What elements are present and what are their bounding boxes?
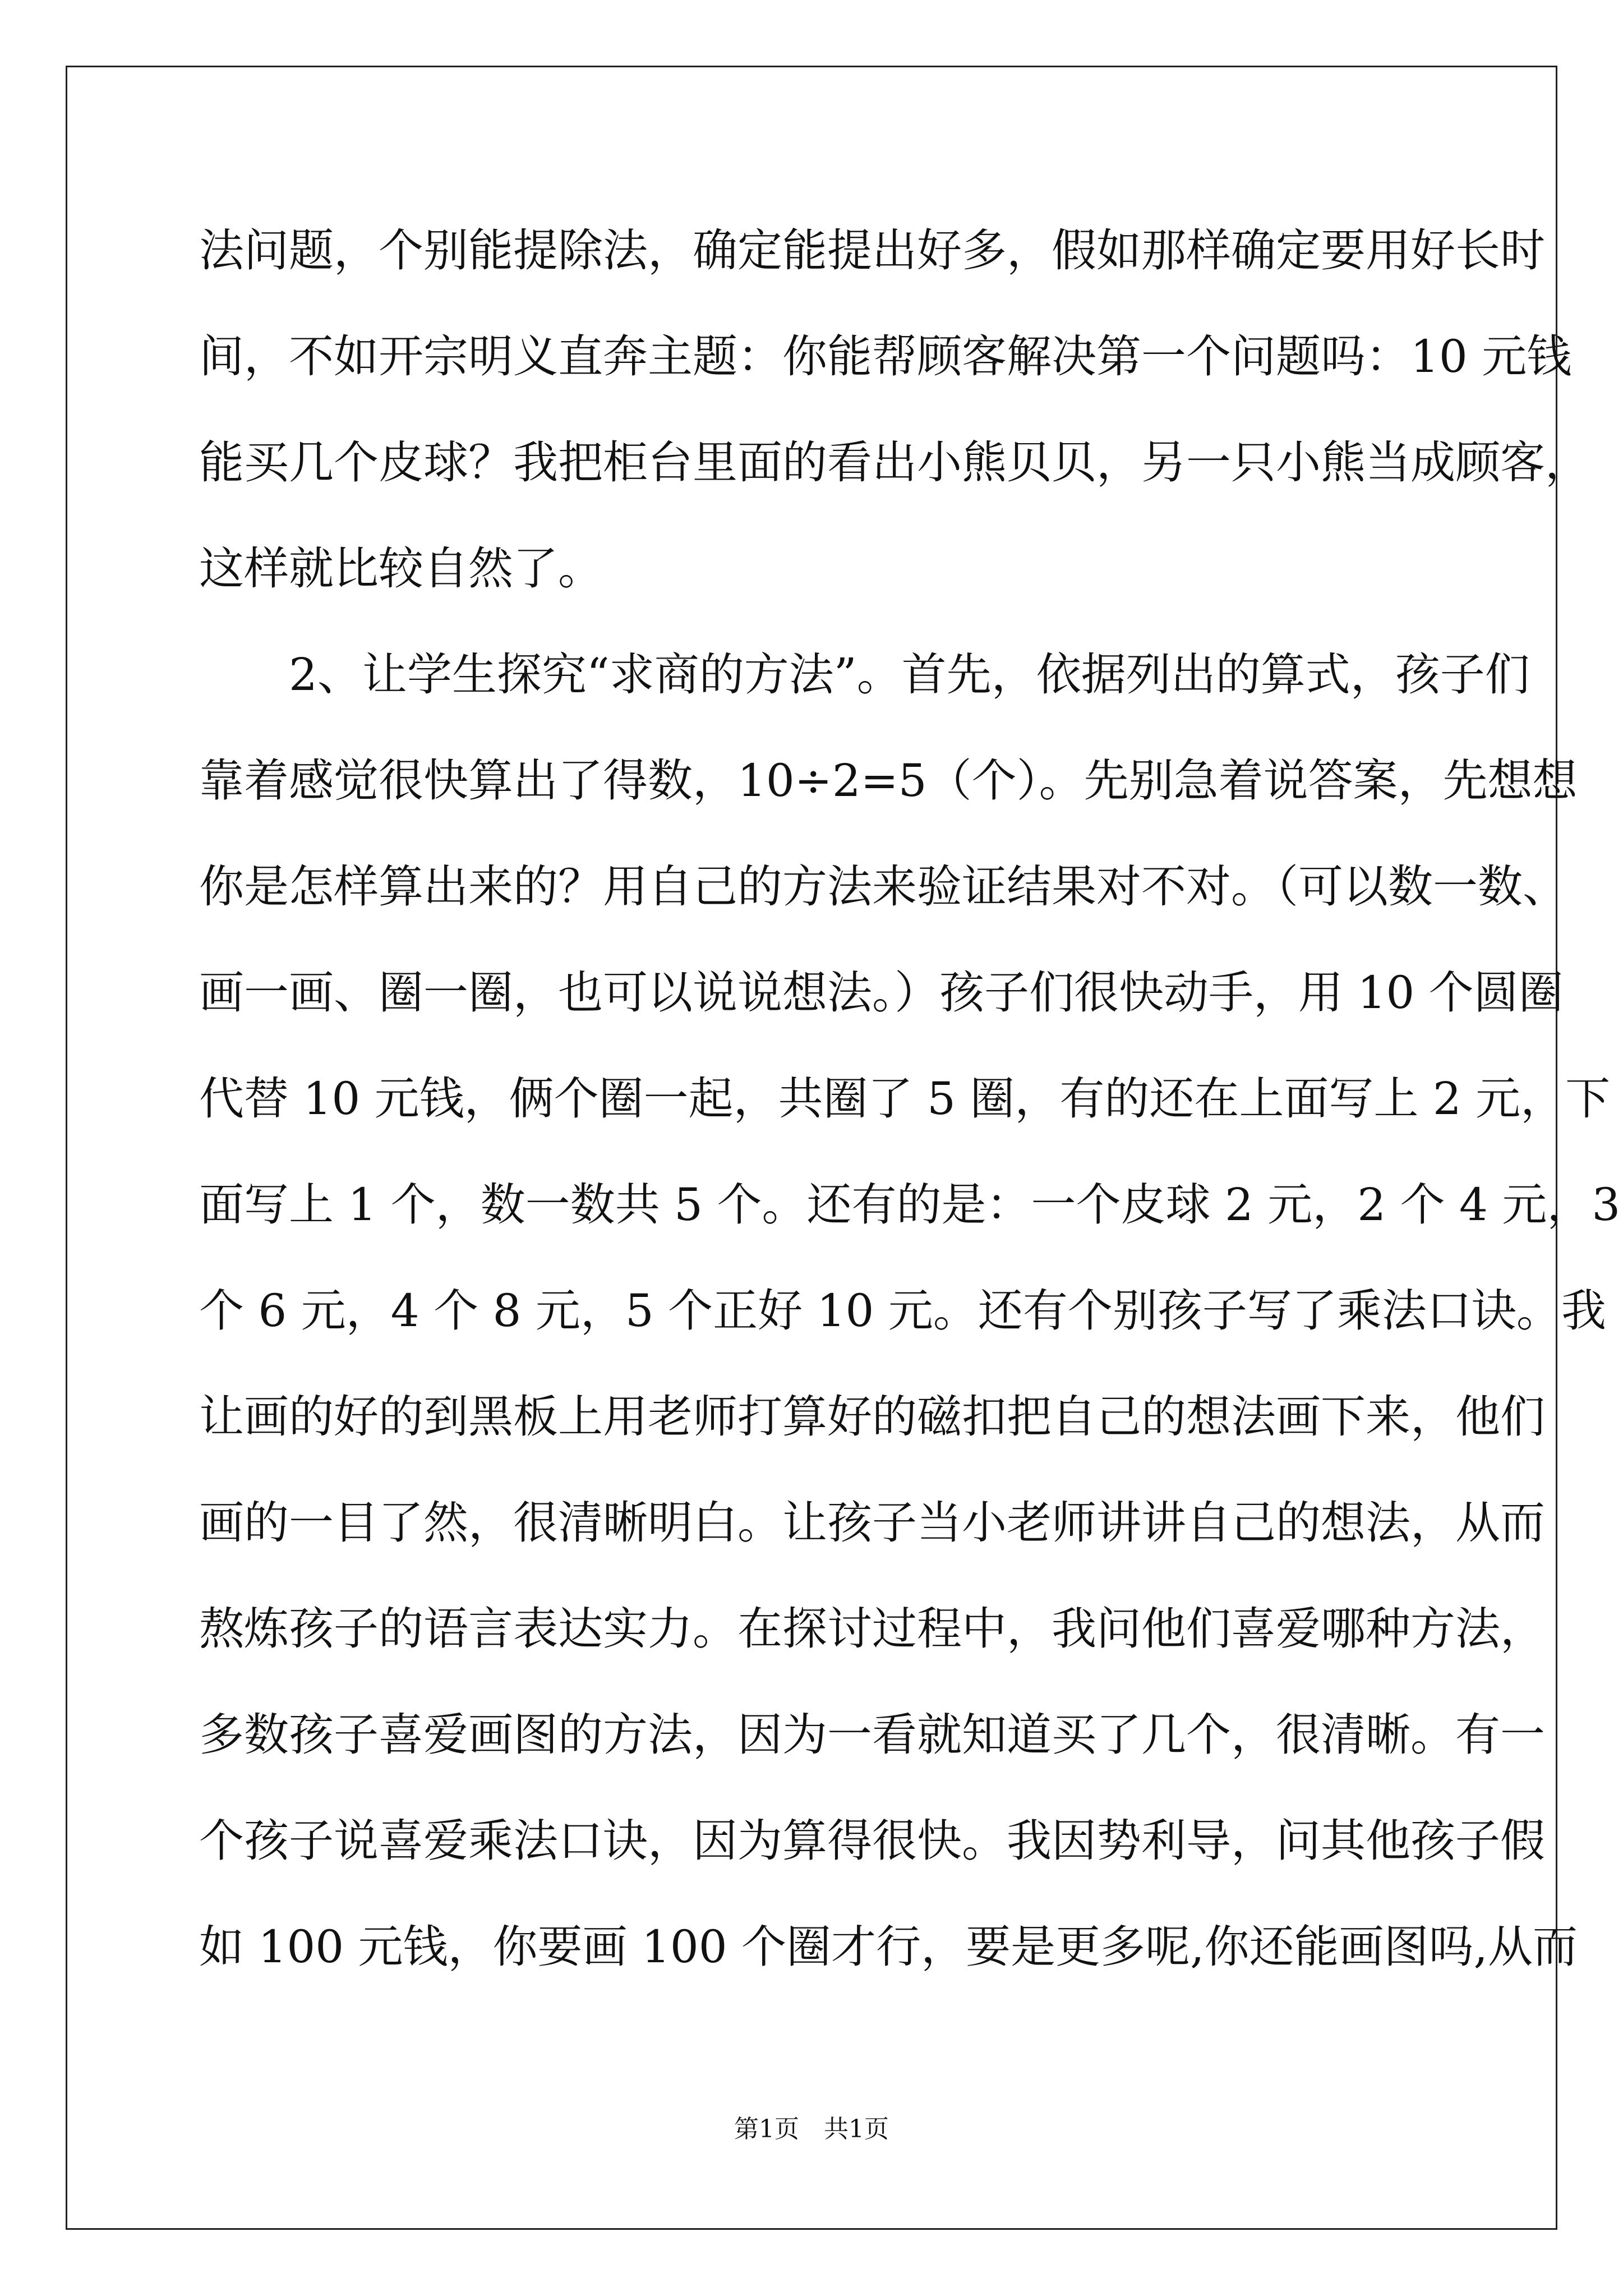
text-line: 法问题，个别能提除法，确定能提出好多，假如那样确定要用好长时 [199, 224, 1545, 277]
text-line: 2、让学生探究“求商的方法”。首先，依据列出的算式，孩子们 [199, 648, 1530, 701]
text-line: 让画的好的到黑板上用老师打算好的磁扣把自己的想法画下来，他们 [199, 1391, 1545, 1443]
text-line: 多数孩子喜爱画图的方法，因为一看就知道买了几个，很清晰。有一 [199, 1709, 1545, 1761]
text-line: 画一画、圈一圈，也可以说说想法。）孩子们很快动手，用 10 个圆圈 [199, 967, 1564, 1019]
text-line: 间，不如开宗明义直奔主题：你能帮顾客解决第一个问题吗：10 元钱 [199, 330, 1572, 383]
text-line: 个 6 元，4 个 8 元，5 个正好 10 元。还有个别孩子写了乘法口诀。我 [199, 1285, 1606, 1337]
text-line: 代替 10 元钱，俩个圈一起，共圈了 5 圈，有的还在上面写上 2 元，下 [199, 1073, 1611, 1125]
document-body [199, 209, 1621, 2011]
text-line: 熬炼孩子的语言表达实力。在探讨过程中，我问他们喜爱哪种方法， [199, 1603, 1545, 1655]
page-footer: 第1页 共1页 [734, 2115, 889, 2143]
text-line: 你是怎样算出来的？用自己的方法来验证结果对不对。（可以数一数、 [199, 861, 1567, 913]
text-line: 面写上 1 个，数一数共 5 个。还有的是：一个皮球 2 元，2 个 4 元，3 [199, 1179, 1621, 1231]
text-line: 个孩子说喜爱乘法口诀，因为算得很快。我因势利导，问其他孩子假 [199, 1815, 1545, 1867]
text-line: 画的一目了然，很清晰明白。让孩子当小老师讲讲自己的想法，从而 [199, 1497, 1545, 1549]
text-line: 靠着感觉很快算出了得数，10÷2=5（个）。先别急着说答案，先想想 [199, 754, 1578, 807]
text-line: 能买几个皮球？我把柜台里面的看出小熊贝贝，另一只小熊当成顾客， [199, 436, 1590, 489]
text-line: 这样就比较自然了。 [199, 542, 603, 595]
text-line: 如 100 元钱，你要画 100 个圈才行，要是更多呢,你还能画图吗,从而 [199, 1921, 1578, 1973]
